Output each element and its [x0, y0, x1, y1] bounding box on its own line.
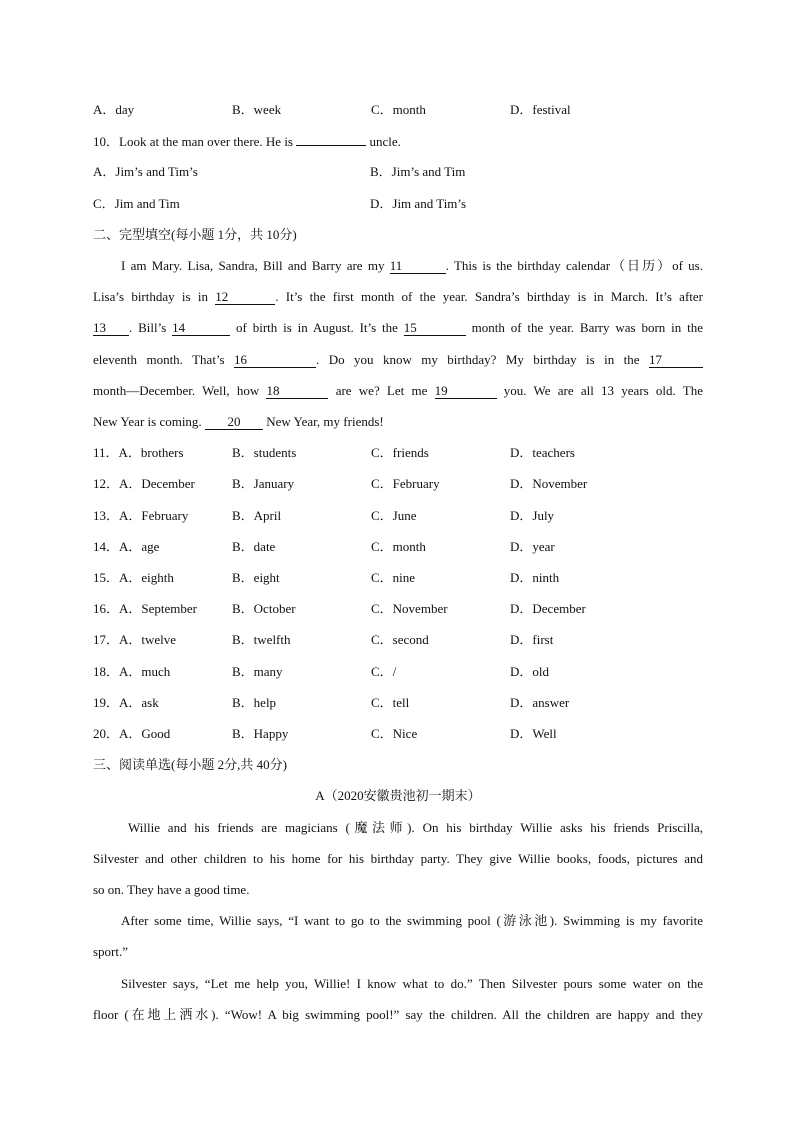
option-b[interactable]: B．January [232, 476, 295, 491]
option-b[interactable]: B．Happy [232, 726, 289, 741]
option-label: A．ask [119, 695, 159, 710]
blank-15[interactable]: 15 [404, 321, 466, 336]
option-c[interactable]: C．month [371, 102, 426, 117]
passage-text: After some time, Willie says, “I want to go to the swimming pool (游泳池). Swimming is my favorite [121, 913, 703, 928]
option-c[interactable]: C．Jim and Tim [93, 196, 180, 211]
option-b[interactable]: B．Jim’s and Tim [370, 164, 466, 179]
option-a[interactable] [93, 443, 232, 463]
option-d[interactable]: D．Well [510, 726, 557, 741]
option-c[interactable]: C．tell [371, 695, 410, 710]
passage-text: month—December. Well, how [93, 383, 267, 398]
option-b[interactable]: B．help [232, 695, 277, 710]
blank-12[interactable]: 12 [215, 290, 275, 305]
blank-19[interactable]: 19 [435, 384, 497, 399]
option-d[interactable]: D．festival [510, 102, 571, 117]
passage-text: . Bill’s [129, 320, 173, 335]
option-label: A．February [119, 508, 189, 523]
question-12-options [93, 474, 703, 494]
blank-13[interactable]: 13 [93, 321, 129, 336]
cloze-line [93, 287, 703, 307]
option-a[interactable] [93, 537, 232, 557]
reading-line [93, 818, 703, 838]
reading-line: sport.” [93, 944, 129, 959]
option-b[interactable]: B．students [232, 445, 297, 460]
option-a[interactable] [93, 693, 232, 713]
option-a[interactable] [93, 599, 232, 619]
option-a[interactable] [93, 630, 232, 650]
option-c[interactable]: C．June [371, 508, 417, 523]
option-label: A．age [119, 539, 160, 554]
option-d[interactable]: D．Jim and Tim’s [370, 196, 467, 211]
blank-20[interactable]: 20 [205, 415, 263, 430]
option-a[interactable]: A．day [93, 102, 135, 117]
option-label: A．September [119, 601, 197, 616]
option-label: A．much [119, 664, 171, 679]
passage-text: Willie and his friends are magicians (魔法师). On his birthday Willie asks his friends Priscilla, [128, 820, 703, 835]
option-d[interactable]: D．ninth [510, 570, 560, 585]
reading-line: Silvester and other children to his home for his birthday party. They give Willie books, foods, pictures and [93, 851, 703, 866]
question-10 [93, 131, 703, 151]
passage-text: . It’s the first month of the year. Sandra’s birthday is in March. It’s after [275, 289, 703, 304]
question-14-options [93, 537, 703, 557]
option-a[interactable]: A．Jim’s and Tim’s [93, 164, 198, 179]
q10-options-row2 [93, 194, 703, 214]
passage-text: New Year, my friends! [262, 414, 384, 429]
reading-line [93, 974, 703, 994]
passage-text: eleventh month. That’s [93, 352, 235, 367]
cloze-line [93, 318, 703, 338]
option-d[interactable]: D．year [510, 539, 555, 554]
reading-line: so on. They have a good time. [93, 882, 250, 897]
option-a[interactable] [93, 662, 232, 682]
option-d[interactable]: D．teachers [510, 445, 575, 460]
section-title: 三、阅读单选(每小题 2分,共 40分) [93, 757, 287, 772]
option-label: A．eighth [119, 570, 174, 585]
answer-blank[interactable] [296, 131, 366, 146]
question-13-options [93, 506, 703, 526]
question-15-options [93, 568, 703, 588]
question-number: 11． [93, 445, 119, 460]
section-title: 二、完型填空(每小题 1分，共 10分) [93, 227, 297, 242]
question-number: 12． [93, 476, 120, 491]
cloze-line [93, 381, 703, 401]
passage-text: . This is the birthday calendar（日历）of us. [445, 258, 703, 273]
option-d[interactable]: D．November [510, 476, 588, 491]
question-17-options [93, 630, 703, 650]
passage-text: Silvester says, “Let me help you, Willie! I know what to do.” Then Silvester pours some water on the [121, 976, 703, 991]
question-number: 19． [93, 695, 120, 710]
passage-text: I am Mary. Lisa, Sandra, Bill and Barry are my [121, 258, 390, 273]
option-c[interactable]: C．/ [371, 664, 397, 679]
option-a[interactable] [93, 724, 232, 744]
blank-16[interactable]: 16 [234, 353, 316, 368]
option-b[interactable]: B．eight [232, 570, 280, 585]
q10-options-row1 [93, 162, 703, 182]
option-b[interactable]: B．date [232, 539, 276, 554]
option-b[interactable]: B．week [232, 102, 282, 117]
q9-options [93, 100, 703, 120]
passage-title: A（2020安徽贵池初一期末） [315, 788, 481, 803]
question-number: 13． [93, 508, 120, 523]
question-20-options [93, 724, 703, 744]
blank-14[interactable]: 14 [172, 321, 230, 336]
question-text: 10．Look at the man over there. He is [93, 134, 297, 149]
cloze-line [93, 256, 703, 276]
option-b[interactable]: B．twelfth [232, 632, 291, 647]
cloze-line [93, 350, 703, 370]
passage-text: New Year is coming. [93, 414, 205, 429]
passage-text: . Do you know my birthday? My birthday is in the [316, 352, 649, 367]
option-d[interactable]: D．old [510, 664, 550, 679]
option-label: A．brothers [118, 445, 184, 460]
option-c[interactable]: C．Nice [371, 726, 418, 741]
option-label: A．Good [119, 726, 171, 741]
option-c[interactable]: C．month [371, 539, 426, 554]
option-a[interactable] [93, 506, 232, 526]
option-d[interactable]: D．July [510, 508, 555, 523]
option-c[interactable]: C．nine [371, 570, 416, 585]
option-d[interactable]: D．first [510, 632, 554, 647]
question-text: uncle. [366, 134, 401, 149]
question-number: 17． [93, 632, 120, 647]
option-a[interactable] [93, 568, 232, 588]
option-d[interactable]: D．December [510, 601, 586, 616]
option-c[interactable]: C．friends [371, 445, 429, 460]
blank-18[interactable]: 18 [266, 384, 328, 399]
question-19-options [93, 693, 703, 713]
question-11-options [93, 443, 703, 463]
option-label: A．December [119, 476, 195, 491]
question-number: 20． [93, 726, 120, 741]
reading-line: floor (在地上洒水). “Wow! A big swimming pool!” say the children. All the children are happy and they [93, 1007, 703, 1022]
question-16-options [93, 599, 703, 619]
option-a[interactable] [93, 474, 232, 494]
passage-text: month of the year. Barry was born in the [465, 320, 703, 335]
reading-line [93, 911, 703, 931]
passage-text: you. We are all 13 years old. The [496, 383, 703, 398]
question-number: 18． [93, 664, 120, 679]
question-number: 16． [93, 601, 120, 616]
option-b[interactable]: B．October [232, 601, 296, 616]
option-b[interactable]: B．April [232, 508, 282, 523]
blank-17[interactable]: 17 [649, 353, 703, 368]
cloze-line [93, 412, 703, 432]
passage-text: of birth is in August. It’s the [230, 320, 404, 335]
passage-text: Lisa’s birthday is in [93, 289, 216, 304]
option-c[interactable]: C．February [371, 476, 440, 491]
question-number: 14． [93, 539, 120, 554]
passage-text: are we? Let me [328, 383, 435, 398]
option-c[interactable]: C．November [371, 601, 448, 616]
question-18-options [93, 662, 703, 682]
option-b[interactable]: B．many [232, 664, 283, 679]
option-d[interactable]: D．answer [510, 695, 570, 710]
question-number: 15． [93, 570, 120, 585]
option-c[interactable]: C．second [371, 632, 429, 647]
option-label: A．twelve [119, 632, 177, 647]
blank-11[interactable]: 11 [390, 259, 446, 274]
